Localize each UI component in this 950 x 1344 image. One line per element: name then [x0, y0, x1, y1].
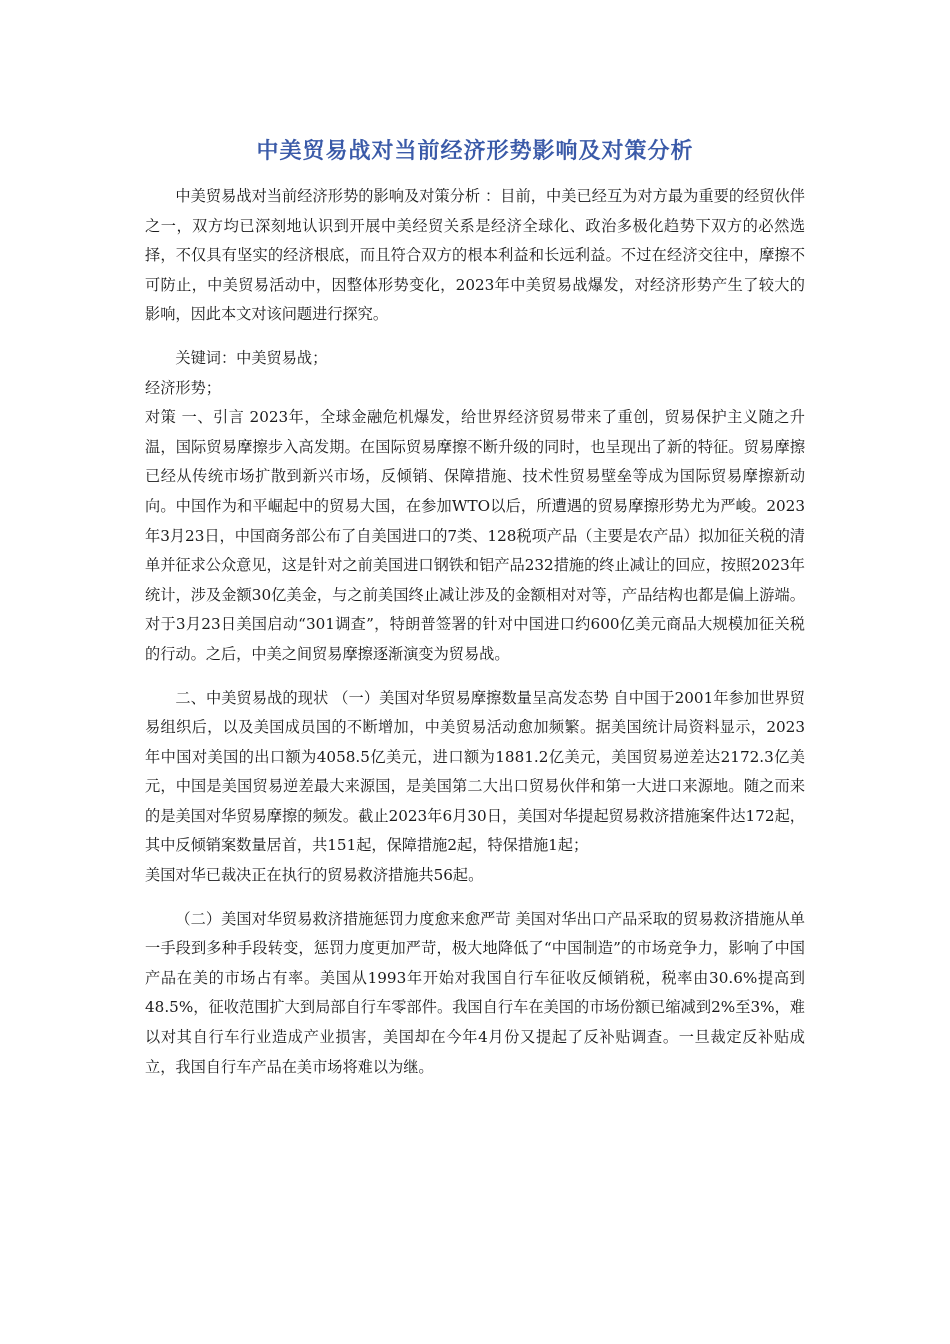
document-body	[145, 182, 805, 1082]
section-3-paragraph: （二）美国对华贸易救济措施惩罚力度愈来愈严苛 美国对华出口产品采取的贸易救济措施从单一手段到多种手段转变，惩罚力度更加严苛，极大地降低了“中国制造”的市场竞争力，影响了中国产品在美的市场占有率。美国从1993年开始对我国自行车征收反倾销税，税率由30.6%提高到48.5%，征收范围扩大到局部自行车零部件。我国自行车在美国的市场份额已缩减到2%至3%，难以对其自行车行业造成产业损害，美国却在今年4月份又提起了反补贴调查。一旦裁定反补贴成立，我国自行车产品在美市场将难以为继。	[145, 909, 805, 1076]
section-2-tail: 美国对华已裁决正在执行的贸易救济措施共56起。	[145, 866, 484, 885]
abstract-paragraph: 中美贸易战对当前经济形势的影响及对策分析 ：目前，中美已经互为对方最为重要的经贸伙伴之一，双方均已深刻地认识到开展中美经贸关系是经济全球化、政治多极化趋势下双方的必然选择，不仅具有坚实的经济根底，而且符合双方的根本利益和长远利益。不过在经济交往中，摩擦不可防止，中美贸易活动中，因整体形势变化，2023年中美贸易战爆发，对经济形势产生了较大的影响，因此本文对该问题进行探究。	[145, 187, 805, 324]
keywords-line-2: 经济形势；	[145, 378, 221, 397]
document-title: 中美贸易战对当前经济形势影响及对策分析	[256, 139, 694, 164]
keywords-line: 关键词：中美贸易战；	[175, 348, 328, 367]
section-2-paragraph: 二、中美贸易战的现状 （一）美国对华贸易摩擦数量呈高发态势 自中国于2001年参加世界贸易组织后，以及美国成员国的不断增加，中美贸易活动愈加频繁。据美国统计局资料显示，2023年中国对美国的出口额为4058.5亿美元，进口额为1881.2亿美元，美国贸易逆差达2172.3亿美元，中国是美国贸易逆差最大来源国，是美国第二大出口贸易伙伴和第一大进口来源地。随之而来的是美国对华贸易摩擦的频发。截止2023年6月30日，美国对华提起贸易救济措施案件达172起，其中反倾销案数量居首，共151起，保障措施2起，特保措施1起；	[145, 688, 805, 855]
intro-paragraph: 对策 一、引言 2023年，全球金融危机爆发，给世界经济贸易带来了重创，贸易保护主义随之升温，国际贸易摩擦步入高发期。在国际贸易摩擦不断升级的同时，也呈现出了新的特征。贸易摩擦已经从传统市场扩散到新兴市场，反倾销、保障措施、技术性贸易壁垒等成为国际贸易摩擦新动向。中国作为和平崛起中的贸易大国，在参加WTO以后，所遭遇的贸易摩擦形势尤为严峻。2023年3月23日，中国商务部公布了自美国进口的7类、128税项产品（主要是农产品）拟加征关税的清单并征求公众意见，这是针对之前美国进口钢铁和铝产品232措施的终止减让的回应，按照2023年统计，涉及金额30亿美金，与之前美国终止减让涉及的金额相对对等，产品结构也都是偏上游端。对于3月23日美国启动“301调查”，特朗普签署的针对中国进口约600亿美元商品大规模加征关税的行动。之后，中美之间贸易摩擦逐渐演变为贸易战。	[145, 408, 805, 663]
